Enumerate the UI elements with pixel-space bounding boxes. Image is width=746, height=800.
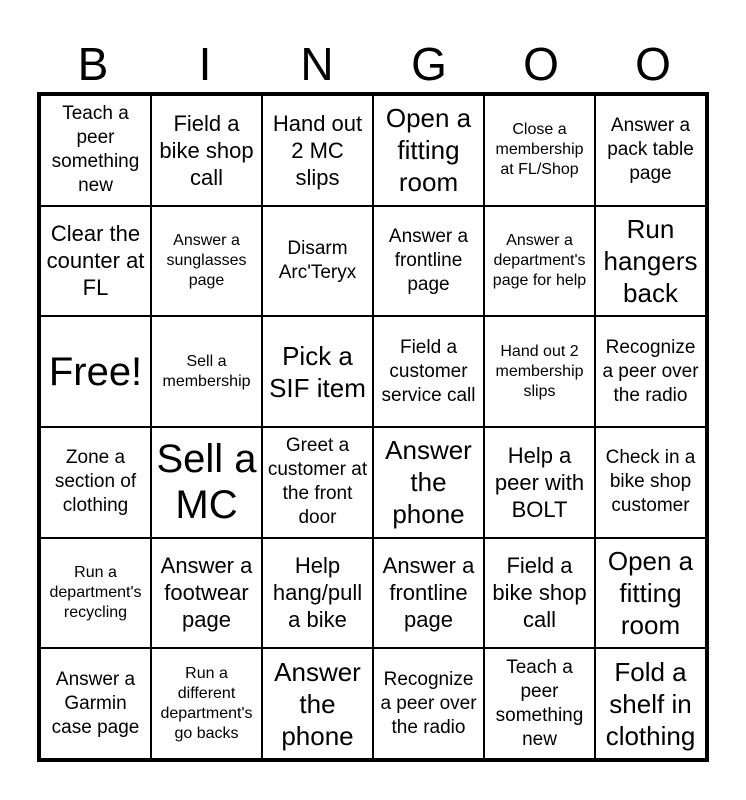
cell-text: Answer a department's page for help <box>492 231 587 289</box>
bingo-cell[interactable] <box>151 427 262 538</box>
bingo-cell[interactable] <box>484 427 595 538</box>
header-letter-o2: O <box>635 38 671 90</box>
bingo-cell[interactable] <box>373 538 484 649</box>
bingo-cell[interactable] <box>373 316 484 427</box>
cell-text: Greet a customer at the front door <box>267 435 368 529</box>
cell-text: Answer a sunglasses page <box>166 231 247 289</box>
bingo-cell[interactable] <box>40 427 151 538</box>
free-space[interactable] <box>40 316 151 427</box>
cell-text: Answer a pack table page <box>607 115 694 185</box>
header-letter-n: N <box>300 38 334 90</box>
bingo-cell[interactable] <box>151 648 262 759</box>
cell-text: Run a different department's go backs <box>160 664 253 742</box>
bingo-cell[interactable] <box>40 538 151 649</box>
bingo-cell[interactable] <box>373 95 484 206</box>
bingo-cell[interactable] <box>40 648 151 759</box>
cell-text: Recognize a peer over the radio <box>602 336 699 406</box>
cell-text: Sell a membership <box>162 352 251 390</box>
header-letter-b: B <box>77 38 109 90</box>
bingo-cell[interactable] <box>262 206 373 317</box>
header-letter-o: O <box>523 38 559 90</box>
bingo-cell[interactable] <box>595 427 706 538</box>
bingo-cell[interactable] <box>595 538 706 649</box>
cell-text: Run hangers back <box>603 213 698 308</box>
bingo-cell[interactable] <box>151 316 262 427</box>
cell-text: Answer a Garmin case page <box>51 668 140 738</box>
bingo-cell[interactable] <box>151 206 262 317</box>
bingo-cell[interactable] <box>484 95 595 206</box>
bingo-cell[interactable] <box>484 538 595 649</box>
cell-text: Answer the phone <box>385 435 472 530</box>
cell-text: Free! <box>48 349 143 394</box>
cell-text: Sell a MC <box>156 437 257 528</box>
bingo-card <box>37 92 709 762</box>
cell-text: Help a peer with BOLT <box>494 442 585 522</box>
cell-text: Open a fitting room <box>607 545 694 640</box>
header-letter-i: I <box>198 38 212 90</box>
bingo-cell[interactable] <box>595 316 706 427</box>
header-letter-g: G <box>411 38 447 90</box>
bingo-cell[interactable] <box>373 206 484 317</box>
bingo-cell[interactable] <box>484 316 595 427</box>
bingo-cell[interactable] <box>151 95 262 206</box>
cell-text: Clear the counter at FL <box>46 221 145 301</box>
bingo-cell[interactable] <box>262 648 373 759</box>
cell-text: Answer the phone <box>274 656 361 751</box>
bingo-cell[interactable] <box>595 95 706 206</box>
cell-text: Zone a section of clothing <box>54 447 137 517</box>
cell-text: Disarm Arc'Teryx <box>278 237 357 283</box>
cell-text: Answer a frontline page <box>388 225 469 295</box>
cell-text: Hand out 2 membership slips <box>495 342 584 400</box>
bingo-cell[interactable] <box>484 648 595 759</box>
bingo-cell[interactable] <box>262 316 373 427</box>
cell-text: Check in a bike shop customer <box>605 447 696 517</box>
bingo-cell[interactable] <box>373 427 484 538</box>
cell-text: Open a fitting room <box>385 103 472 198</box>
bingo-cell[interactable] <box>484 206 595 317</box>
bingo-cell[interactable] <box>373 648 484 759</box>
bingo-cell[interactable] <box>40 206 151 317</box>
cell-text: Run a department's recycling <box>49 563 142 621</box>
bingo-cell[interactable] <box>40 95 151 206</box>
bingo-cell[interactable] <box>595 206 706 317</box>
cell-text: Field a bike shop call <box>159 110 254 190</box>
bingo-cell[interactable] <box>262 538 373 649</box>
cell-text: Field a customer service call <box>381 336 476 406</box>
cell-text: Hand out 2 MC slips <box>272 110 363 190</box>
cell-text: Help hang/pull a bike <box>272 553 363 633</box>
cell-text: Fold a shelf in clothing <box>605 656 696 751</box>
cell-text: Answer a frontline page <box>382 553 475 633</box>
bingo-cell[interactable] <box>151 538 262 649</box>
bingo-cell[interactable] <box>262 427 373 538</box>
bingo-header <box>37 36 709 92</box>
bingo-cell[interactable] <box>595 648 706 759</box>
cell-text: Close a membership at FL/Shop <box>495 121 584 179</box>
cell-text: Pick a SIF item <box>269 340 366 403</box>
cell-text: Recognize a peer over the radio <box>380 668 477 738</box>
cell-text: Teach a peer something new <box>51 103 140 197</box>
cell-text: Answer a footwear page <box>160 553 253 633</box>
cell-text: Field a bike shop call <box>492 553 587 633</box>
cell-text: Teach a peer something new <box>495 656 584 750</box>
bingo-cell[interactable] <box>262 95 373 206</box>
